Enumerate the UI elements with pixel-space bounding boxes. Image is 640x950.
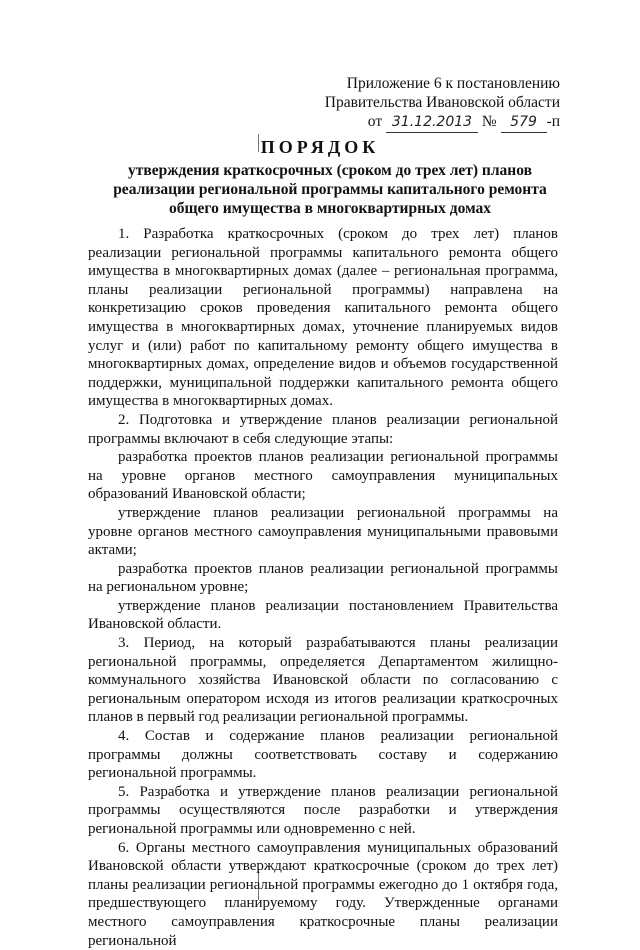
handwritten-date: 31.12.2013 bbox=[386, 113, 478, 133]
document-title: ПОРЯДОК bbox=[260, 137, 380, 157]
number-suffix: -п bbox=[546, 113, 560, 130]
appendix-line-3 bbox=[325, 112, 560, 133]
paragraph-4: 4. Состав и содержание планов реализации региональной программы должны соответствовать составу и содержанию региональной программы. bbox=[88, 728, 558, 782]
handwritten-number: 579 bbox=[501, 113, 547, 133]
from-prefix: от bbox=[367, 113, 383, 130]
paragraph-5: 5. Разработка и утверждение планов реализации региональной программы осуществляются после разработки и утверждения региональной программы или одновременно с ней. bbox=[88, 783, 558, 837]
paragraph-2: 2. Подготовка и утверждение планов реализации региональной программы включают в себя следующие этапы: bbox=[88, 411, 558, 447]
document-subtitle: утверждения краткосрочных (сроком до трех лет) планов реализации региональной программы капитального ремонта общего имущества в многоквартирных домах bbox=[113, 162, 547, 217]
paragraph-2-stage-1: разработка проектов планов реализации региональной программы на уровне органов местного самоуправления муниципальных образований Ивановской области; bbox=[88, 449, 558, 503]
appendix-header bbox=[325, 74, 560, 133]
appendix-line-2: Правительства Ивановской области bbox=[324, 94, 560, 111]
paragraph-2-stage-2: утверждение планов реализации региональной программы на уровне органов местного самоуправления муниципальными правовыми актами; bbox=[88, 504, 558, 559]
document-body bbox=[88, 225, 558, 950]
paragraph-6: 6. Органы местного самоуправления муниципальных образований Ивановской области утверждают краткосрочные (сроком до трех лет) планы реализации региональной программы ежегодно до 1 октября года, предшествующего планируемому году. Утвержденные органами местного самоуправления краткосрочные планы реализации региональной bbox=[88, 839, 558, 949]
paragraph-3: 3. Период, на который разрабатываются планы реализации региональной программы, определяется Департаментом жилищно-коммунального хозяйства Ивановской области по согласованию с региональным оператором исходя из итогов реализации краткосрочных планов в первый год реализации региональной программы. bbox=[88, 635, 558, 726]
paragraph-1: 1. Разработка краткосрочных (сроком до трех лет) планов реализации региональной программы капитального ремонта общего имущества в многоквартирных домах (далее – региональная программа, планы реализации региональной программы) направлена на конкретизацию сроков проведения капитального ремонта общего имущества в многоквартирных домах, уточнение планируемых видов услуг и (или) работ по капитальному ремонту общего имущества в многоквартирных домах, определение видов и объемов государственной поддержки, муниципальной поддержки капитального ремонта общего имущества в многоквартирных домах. bbox=[88, 226, 558, 410]
number-label: № bbox=[481, 113, 497, 130]
paragraph-2-stage-4: утверждение планов реализации постановлением Правительства Ивановской области. bbox=[88, 597, 558, 633]
appendix-line-1: Приложение 6 к постановлению bbox=[346, 75, 560, 92]
paragraph-2-stage-3: разработка проектов планов реализации региональной программы на региональном уровне; bbox=[88, 560, 558, 596]
